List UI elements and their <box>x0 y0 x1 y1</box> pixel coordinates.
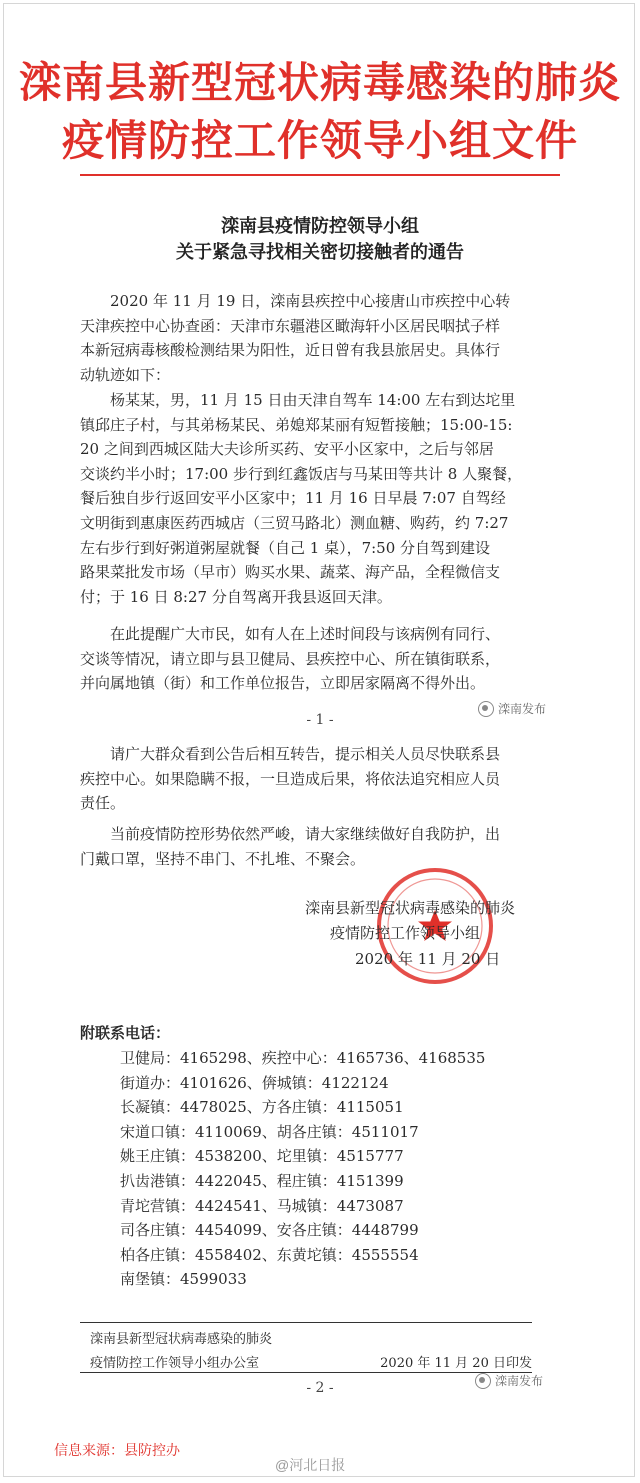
contact-row: 扒齿港镇：4422045、程庄镇：4151399 <box>120 1171 404 1190</box>
page-number-2: - 2 - <box>306 1380 334 1396</box>
paragraph-forward <box>80 742 530 816</box>
signature-line2: 疫情防控工作领导小组 <box>330 924 481 942</box>
text-line: 请广大群众看到公告后相互转告，提示相关人员尽快联系县 <box>110 745 501 763</box>
footer-rule-bottom <box>80 1372 532 1373</box>
paragraph-reminder <box>80 622 530 696</box>
text-line: 责任。 <box>80 794 126 813</box>
text-line: 镇邱庄子村，与其弟杨某民、弟媳郑某丽有短暂接触；15:00-15: <box>80 415 513 434</box>
weibo-icon <box>478 701 494 717</box>
contacts-list <box>120 1046 485 1292</box>
header-red-rule <box>80 174 560 176</box>
footer-print-date: 2020 年 11 月 20 日印发 <box>380 1356 532 1371</box>
text-line: 交谈等情况，请立即与县卫健局、县疾控中心、所在镇街联系， <box>80 649 501 668</box>
text-line: 2020 年 11 月 19 日，滦南县疾控中心接唐山市疾控中心转 <box>110 292 511 310</box>
subtitle-line2: 关于紧急寻找相关密切接触者的通告 <box>176 242 464 263</box>
text-line: 路果菜批发市场（早市）购买水果、蔬菜、海产品，全程微信支 <box>80 563 501 582</box>
paragraph-intro <box>80 289 530 387</box>
contact-row: 长凝镇：4478025、方各庄镇：4115051 <box>120 1098 404 1117</box>
contact-row: 卫健局：4165298、疾控中心：4165736、4168535 <box>120 1049 486 1067</box>
text-line: 当前疫情防控形势依然严峻，请大家继续做好自我防护，出 <box>110 825 501 843</box>
footer-office-line1: 滦南县新型冠状病毒感染的肺炎 <box>90 1332 273 1347</box>
contact-row: 南堡镇：4599033 <box>120 1270 247 1289</box>
text-line: 左右步行到好粥道粥屋就餐（自己 1 桌），7:50 分自驾到建设 <box>80 538 491 557</box>
watermark-text: 滦南发布 <box>498 702 547 716</box>
page-number-1: - 1 - <box>306 712 334 728</box>
weibo-watermark: @河北日报 <box>275 1457 346 1473</box>
text-line: 门戴口罩，坚持不串门、不扎堆、不聚会。 <box>80 849 366 868</box>
signature-date: 2020 年 11 月 20 日 <box>355 950 501 968</box>
watermark-2 <box>475 1372 543 1389</box>
contact-row: 姚王庄镇：4538200、坨里镇：4515777 <box>120 1147 404 1166</box>
text-line: 文明街到惠康医药西城店（三贸马路北）测血糖、购药，约 7:27 <box>80 513 509 532</box>
footer-office-line2: 疫情防控工作领导小组办公室 <box>90 1356 260 1371</box>
watermark-text: 滦南发布 <box>495 1374 544 1388</box>
text-line: 在此提醒广大市民，如有人在上述时间段与该病例有同行、 <box>110 625 501 643</box>
text-line: 餐后独自步行返回安平小区家中；11 月 16 日早晨 7:07 自驾经 <box>80 489 506 508</box>
source-label: 信息来源：县防控办 <box>54 1442 180 1458</box>
text-line: 本新冠病毒核酸检测结果为阳性，近日曾有我县旅居史。具体行 <box>80 341 501 360</box>
contact-row: 司各庄镇：4454099、安各庄镇：4448799 <box>120 1221 419 1240</box>
weibo-icon <box>475 1373 491 1389</box>
text-line: 动轨迹如下： <box>80 365 171 384</box>
footer-rule-top <box>80 1322 532 1323</box>
contact-row: 宋道口镇：4110069、胡各庄镇：4511017 <box>120 1122 419 1141</box>
text-line: 交谈约半小时；17:00 步行到红鑫饭店与马某田等共计 8 人聚餐， <box>80 464 523 483</box>
signature-line1: 滦南县新型冠状病毒感染的肺炎 <box>305 899 516 917</box>
text-line: 疾控中心。如果隐瞒不报，一旦造成后果，将依法追究相应人员 <box>80 769 501 788</box>
text-line: 杨某某，男，11 月 15 日由天津自驾车 14:00 左右到达坨里 <box>110 391 516 409</box>
contact-row: 街道办：4101626、倴城镇：4122124 <box>120 1073 389 1092</box>
subtitle-line1: 滦南县疫情防控领导小组 <box>221 216 419 237</box>
text-line: 20 之间到西城区陆大夫诊所买药、安平小区家中，之后与邻居 <box>80 440 494 459</box>
paragraph-prevention <box>80 822 530 871</box>
contact-row: 青坨营镇：4424541、马城镇：4473087 <box>120 1196 404 1215</box>
watermark <box>478 700 546 717</box>
text-line: 并向属地镇（街）和工作单位报告，立即居家隔离不得外出。 <box>80 674 486 693</box>
contacts-heading: 附联系电话： <box>80 1024 171 1042</box>
paragraph-trajectory <box>80 388 530 609</box>
header-title-line2: 疫情防控工作领导小组文件 <box>61 116 578 165</box>
contact-row: 柏各庄镇：4558402、东黄坨镇：4555554 <box>120 1245 419 1264</box>
text-line: 付；于 16 日 8:27 分自驾离开我县返回天津。 <box>80 587 392 606</box>
text-line: 天津疾控中心协查函：天津市东疆港区瞰海轩小区居民咽拭子样 <box>80 316 501 335</box>
header-title-line1: 滦南县新型冠状病毒感染的肺炎 <box>18 58 621 107</box>
